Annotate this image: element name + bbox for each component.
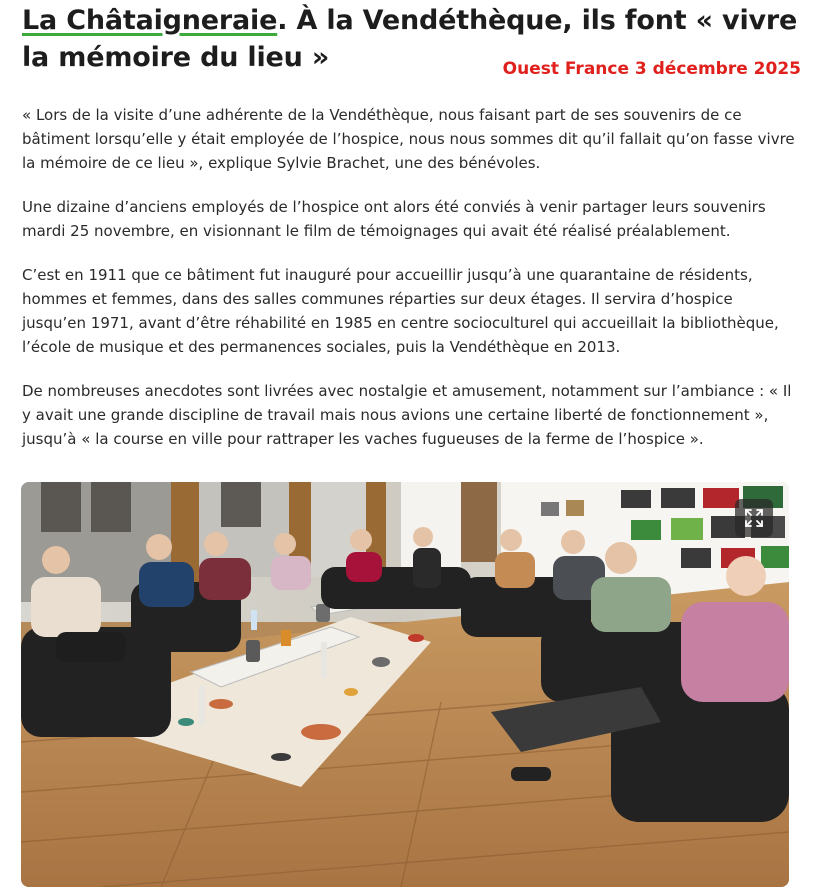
paragraph-1: « Lors de la visite d’une adhérente de la Vendéthèque, nous faisant part de ses souvenirs de ce bâtiment lorsqu’elle y était employée de l’hospice, nous nous sommes dit qu’il fallait qu’on fasse vivre la mémoire de ce lieu », explique Sylvie Brachet, une des bénévoles. bbox=[22, 106, 795, 172]
paragraph-4: De nombreuses anecdotes sont livrées avec nostalgie et amusement, notamment sur l’ambiance : « Il y avait une grande discipline de travail mais nous avions une certaine liberté de fonctionnement », jusqu’à « la course en ville pour rattraper les vaches fugueuses de la ferme de l’hospice ». bbox=[22, 382, 792, 448]
article-photo[interactable] bbox=[21, 482, 789, 887]
paragraph-2: Une dizaine d’anciens employés de l’hospice ont alors été conviés à venir partager leurs souvenirs mardi 25 novembre, en visionnant le film de témoignages qui avait été réalisé préalablement. bbox=[22, 198, 766, 240]
source-credit: Ouest France 3 décembre 2025 bbox=[502, 59, 801, 79]
title-text: . À la Vendéthèque, ils font « vivre la mémoire du lieu » bbox=[22, 5, 798, 73]
expand-photo-button[interactable] bbox=[735, 499, 773, 537]
paragraph-3: C’est en 1911 que ce bâtiment fut inauguré pour accueillir jusqu’à une quarantaine de résidents, hommes et femmes, dans des salles communes réparties sur deux étages. Il servira d’hospice jusqu’en 1971, avant d’être réhabilité en 1985 en centre socioculturel qui accueillait la bibliothèque, l’école de musique et des permanences sociales, puis la Vendéthèque en 2013. bbox=[22, 266, 779, 356]
expand-arrows-icon bbox=[744, 508, 764, 528]
photo-illustration bbox=[21, 482, 789, 887]
title-place-link[interactable]: La Châtaigneraie bbox=[22, 5, 278, 36]
